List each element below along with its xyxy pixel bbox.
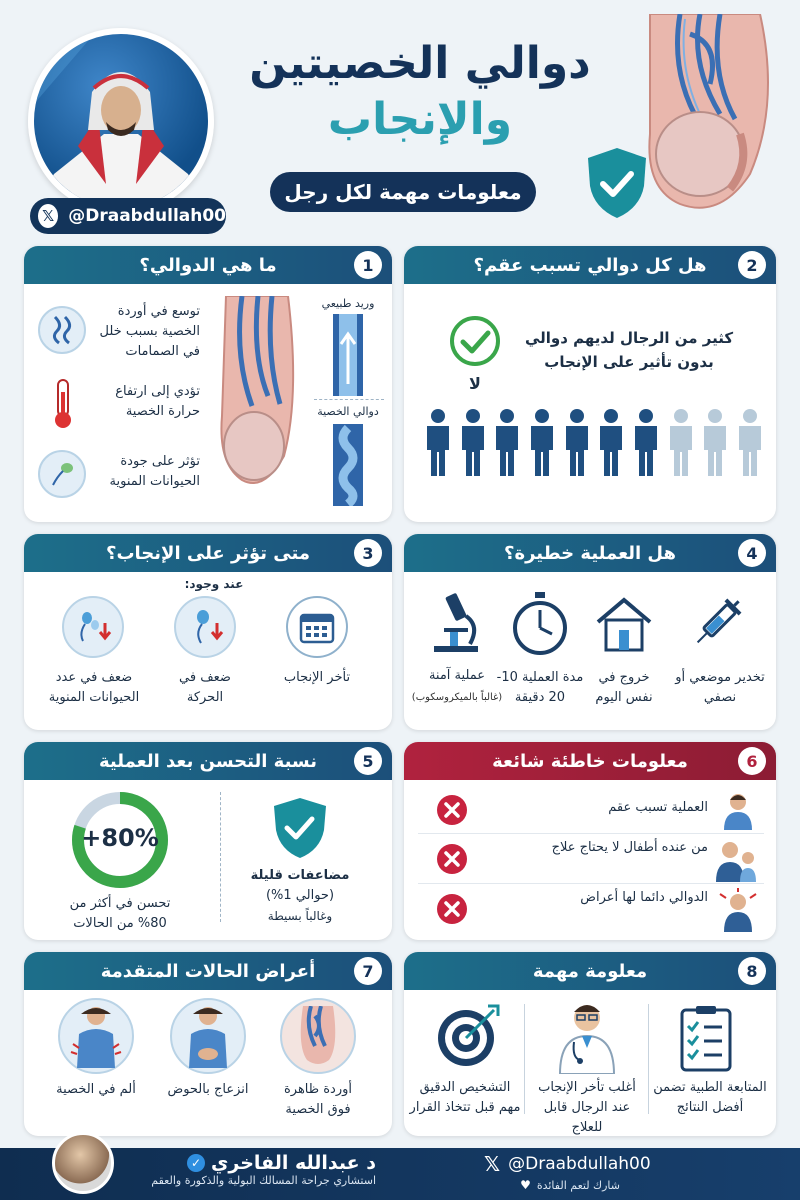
card-improvement-rate: [24, 742, 392, 940]
person-icon: [424, 408, 452, 478]
doctor-portrait: [28, 28, 214, 214]
normal-vein-icon: [330, 314, 366, 396]
card4-item-4-note: (غالباً بالميكروسكوب): [411, 692, 503, 703]
sperm-icon: [38, 450, 86, 498]
footer-handle[interactable]: [484, 1152, 684, 1176]
card1-header: [24, 246, 392, 284]
card2-title: هل كل دوالي تسبب عقم؟: [473, 254, 707, 276]
varicocele-illustration: [208, 296, 306, 496]
person-icon: [736, 408, 764, 478]
card4-item-3: مدة العملية 10-20 دقيقة: [496, 670, 584, 705]
card4-item-4: عملية آمنة: [428, 668, 486, 683]
card7-number: 7: [354, 957, 382, 985]
footer-handle-text: @Draabdullah00: [508, 1154, 651, 1174]
answer-no: لا: [469, 374, 481, 393]
card-is-surgery-dangerous: [404, 534, 776, 730]
subtitle-pill: [270, 172, 536, 212]
doctor-icon: [554, 998, 620, 1074]
pelvic-discomfort-icon: [170, 998, 246, 1074]
thermometer-icon: [50, 378, 76, 430]
card8-item-2: أغلب تأخر الإنجاب عند الرجال قابل للعلاج: [538, 1080, 636, 1135]
card3-intro: عند وجود:: [184, 577, 244, 591]
card6-number: 6: [738, 747, 766, 775]
card2-number: 2: [738, 251, 766, 279]
person-icon: [563, 408, 591, 478]
card1-number: 1: [354, 251, 382, 279]
person-icon: [493, 408, 521, 478]
syringe-icon: [684, 592, 748, 656]
x-mark-icon: [436, 843, 468, 875]
card3-item-2: ضعف في الحركة: [179, 670, 231, 705]
worried-man-icon: [718, 790, 758, 830]
varicose-vein-icon: [38, 306, 86, 354]
card4-item-2: خروج في نفس اليوم: [595, 670, 653, 705]
card3-title: متى تؤثر على الإنجاب؟: [106, 542, 310, 564]
card7-title: أعراض الحالات المتقدمة: [100, 960, 316, 982]
people-pictogram: [424, 408, 764, 480]
card4-title: هل العملية خطيرة؟: [504, 542, 676, 564]
footer-share-text: شارك لتعم الفائدة: [536, 1178, 620, 1192]
verified-badge-icon: ✓: [187, 1154, 205, 1172]
person-icon: [632, 408, 660, 478]
card8-divider-2: [524, 1004, 525, 1114]
footer-avatar: [52, 1132, 114, 1194]
myth-text-3: الدوالي دائما لها أعراض: [580, 890, 708, 905]
card4-item-1: تخدير موضعي أو نصفي: [675, 670, 765, 705]
card1-item-1: توسع في أوردة الخصية بسبب خلل في الصمامات: [99, 304, 200, 359]
testicular-pain-icon: [58, 998, 134, 1074]
x-logo-icon: 𝕏: [38, 204, 58, 228]
x-mark-icon: [436, 794, 468, 826]
visible-veins-icon: [280, 998, 356, 1074]
improvement-text: تحسن في أكثر من 80% من الحالات: [69, 896, 171, 931]
father-child-icon: [714, 838, 760, 882]
person-icon: [528, 408, 556, 478]
person-icon: [667, 408, 695, 478]
shield-check-icon-small: [272, 796, 328, 860]
check-circle-icon: [448, 314, 502, 368]
card8-header: [404, 952, 776, 990]
myth-text-2: من عنده أطفال لا يحتاج علاج: [551, 840, 708, 855]
sperm-count-down-icon: [62, 596, 124, 658]
card7-header: [24, 952, 392, 990]
card5-title: نسبة التحسن بعد العملية: [99, 750, 317, 772]
house-icon: [592, 592, 656, 656]
card2-header: [404, 246, 776, 284]
normal-vein-label: وريد طبيعي: [321, 297, 375, 310]
myth-row-2: [418, 834, 764, 884]
card-what-is-varicocele: [24, 246, 392, 522]
card3-item-1: تأخر الإنجاب: [283, 670, 351, 685]
title-line-2: والإنجاب: [327, 94, 513, 145]
x-logo-icon: 𝕏: [484, 1152, 501, 1176]
card8-divider-1: [648, 1004, 649, 1114]
card-advanced-symptoms: [24, 952, 392, 1136]
card8-title: معلومة مهمة: [532, 960, 648, 982]
microscope-icon: [426, 590, 486, 656]
footer-share: [480, 1178, 620, 1192]
card7-item-3: ألم في الخصية: [56, 1082, 136, 1097]
footer-doctor-info: [126, 1152, 376, 1187]
stopwatch-icon: [508, 590, 572, 656]
person-icon: [459, 408, 487, 478]
card-common-myths: [404, 742, 776, 940]
headache-man-icon: [716, 888, 760, 932]
subtitle-text: معلومات مهمة لكل رجل: [284, 180, 522, 204]
complications-title: مضاعفات قليلة: [250, 868, 350, 883]
complications-note: وغالباً بسيطة: [267, 909, 333, 923]
person-icon: [597, 408, 625, 478]
page-title: [230, 36, 610, 148]
card6-header: [404, 742, 776, 780]
card5-divider: [220, 792, 221, 922]
checklist-icon: [678, 1004, 734, 1072]
footer-title: استشاري جراحة المسالك البولية والذكورة والعقم: [151, 1174, 376, 1187]
myth-row-1: [418, 786, 764, 834]
person-icon: [701, 408, 729, 478]
card8-item-1: المتابعة الطبية تضمن أفضل النتائج: [653, 1080, 767, 1115]
card-important-info: [404, 952, 776, 1136]
x-mark-icon: [436, 893, 468, 925]
card4-number: 4: [738, 539, 766, 567]
heart-icon: ♥: [520, 1178, 531, 1192]
calendar-icon: [286, 596, 348, 658]
card3-item-3: ضعف في عدد الحيوانات المنوية: [48, 670, 140, 705]
footer-name: د عبدالله الفاخري: [211, 1152, 376, 1174]
sperm-motility-down-icon: [174, 596, 236, 658]
card1-item-3: تؤثر على جودة الحيوانات المنوية: [109, 454, 200, 489]
card8-number: 8: [738, 957, 766, 985]
card4-header: [404, 534, 776, 572]
card7-item-2: انزعاج بالحوض: [167, 1082, 249, 1097]
myth-row-3: [418, 884, 764, 934]
card1-item-2: تؤدي إلى ارتفاع حرارة الخصية: [115, 384, 200, 419]
card5-header: [24, 742, 392, 780]
card6-title: معلومات خاطئة شائعة: [492, 750, 688, 772]
complications-detail: (حوالي 1%): [265, 888, 335, 903]
percent-label: +80%: [81, 824, 159, 852]
varicocele-vein-icon: [330, 424, 366, 506]
vein-divider: [314, 399, 384, 400]
handle-badge[interactable]: [30, 198, 226, 234]
card3-header: [24, 534, 392, 572]
card5-number: 5: [354, 747, 382, 775]
myth-text-1: العملية تسبب عقم: [608, 800, 708, 815]
card-does-varicocele-cause-infertility: [404, 246, 776, 522]
target-icon: [436, 1004, 500, 1068]
card3-number: 3: [354, 539, 382, 567]
shield-check-icon: [586, 146, 648, 220]
card7-item-1: أوردة ظاهرة فوق الخصية: [283, 1082, 353, 1117]
card8-item-3: التشخيص الدقيق مهم قبل تتخاذ القرار: [409, 1080, 521, 1115]
card2-text: كثير من الرجال لديهم دوالي بدون تأثير على الإنجاب: [524, 329, 734, 371]
card-when-affects-fertility: [24, 534, 392, 730]
title-line-1: دوالي الخصيتين: [249, 38, 591, 89]
varicocele-label: دوالي الخصية: [317, 405, 379, 418]
card1-title: ما هي الدوالي؟: [139, 254, 277, 276]
handle-text: @Draabdullah00: [68, 206, 226, 226]
